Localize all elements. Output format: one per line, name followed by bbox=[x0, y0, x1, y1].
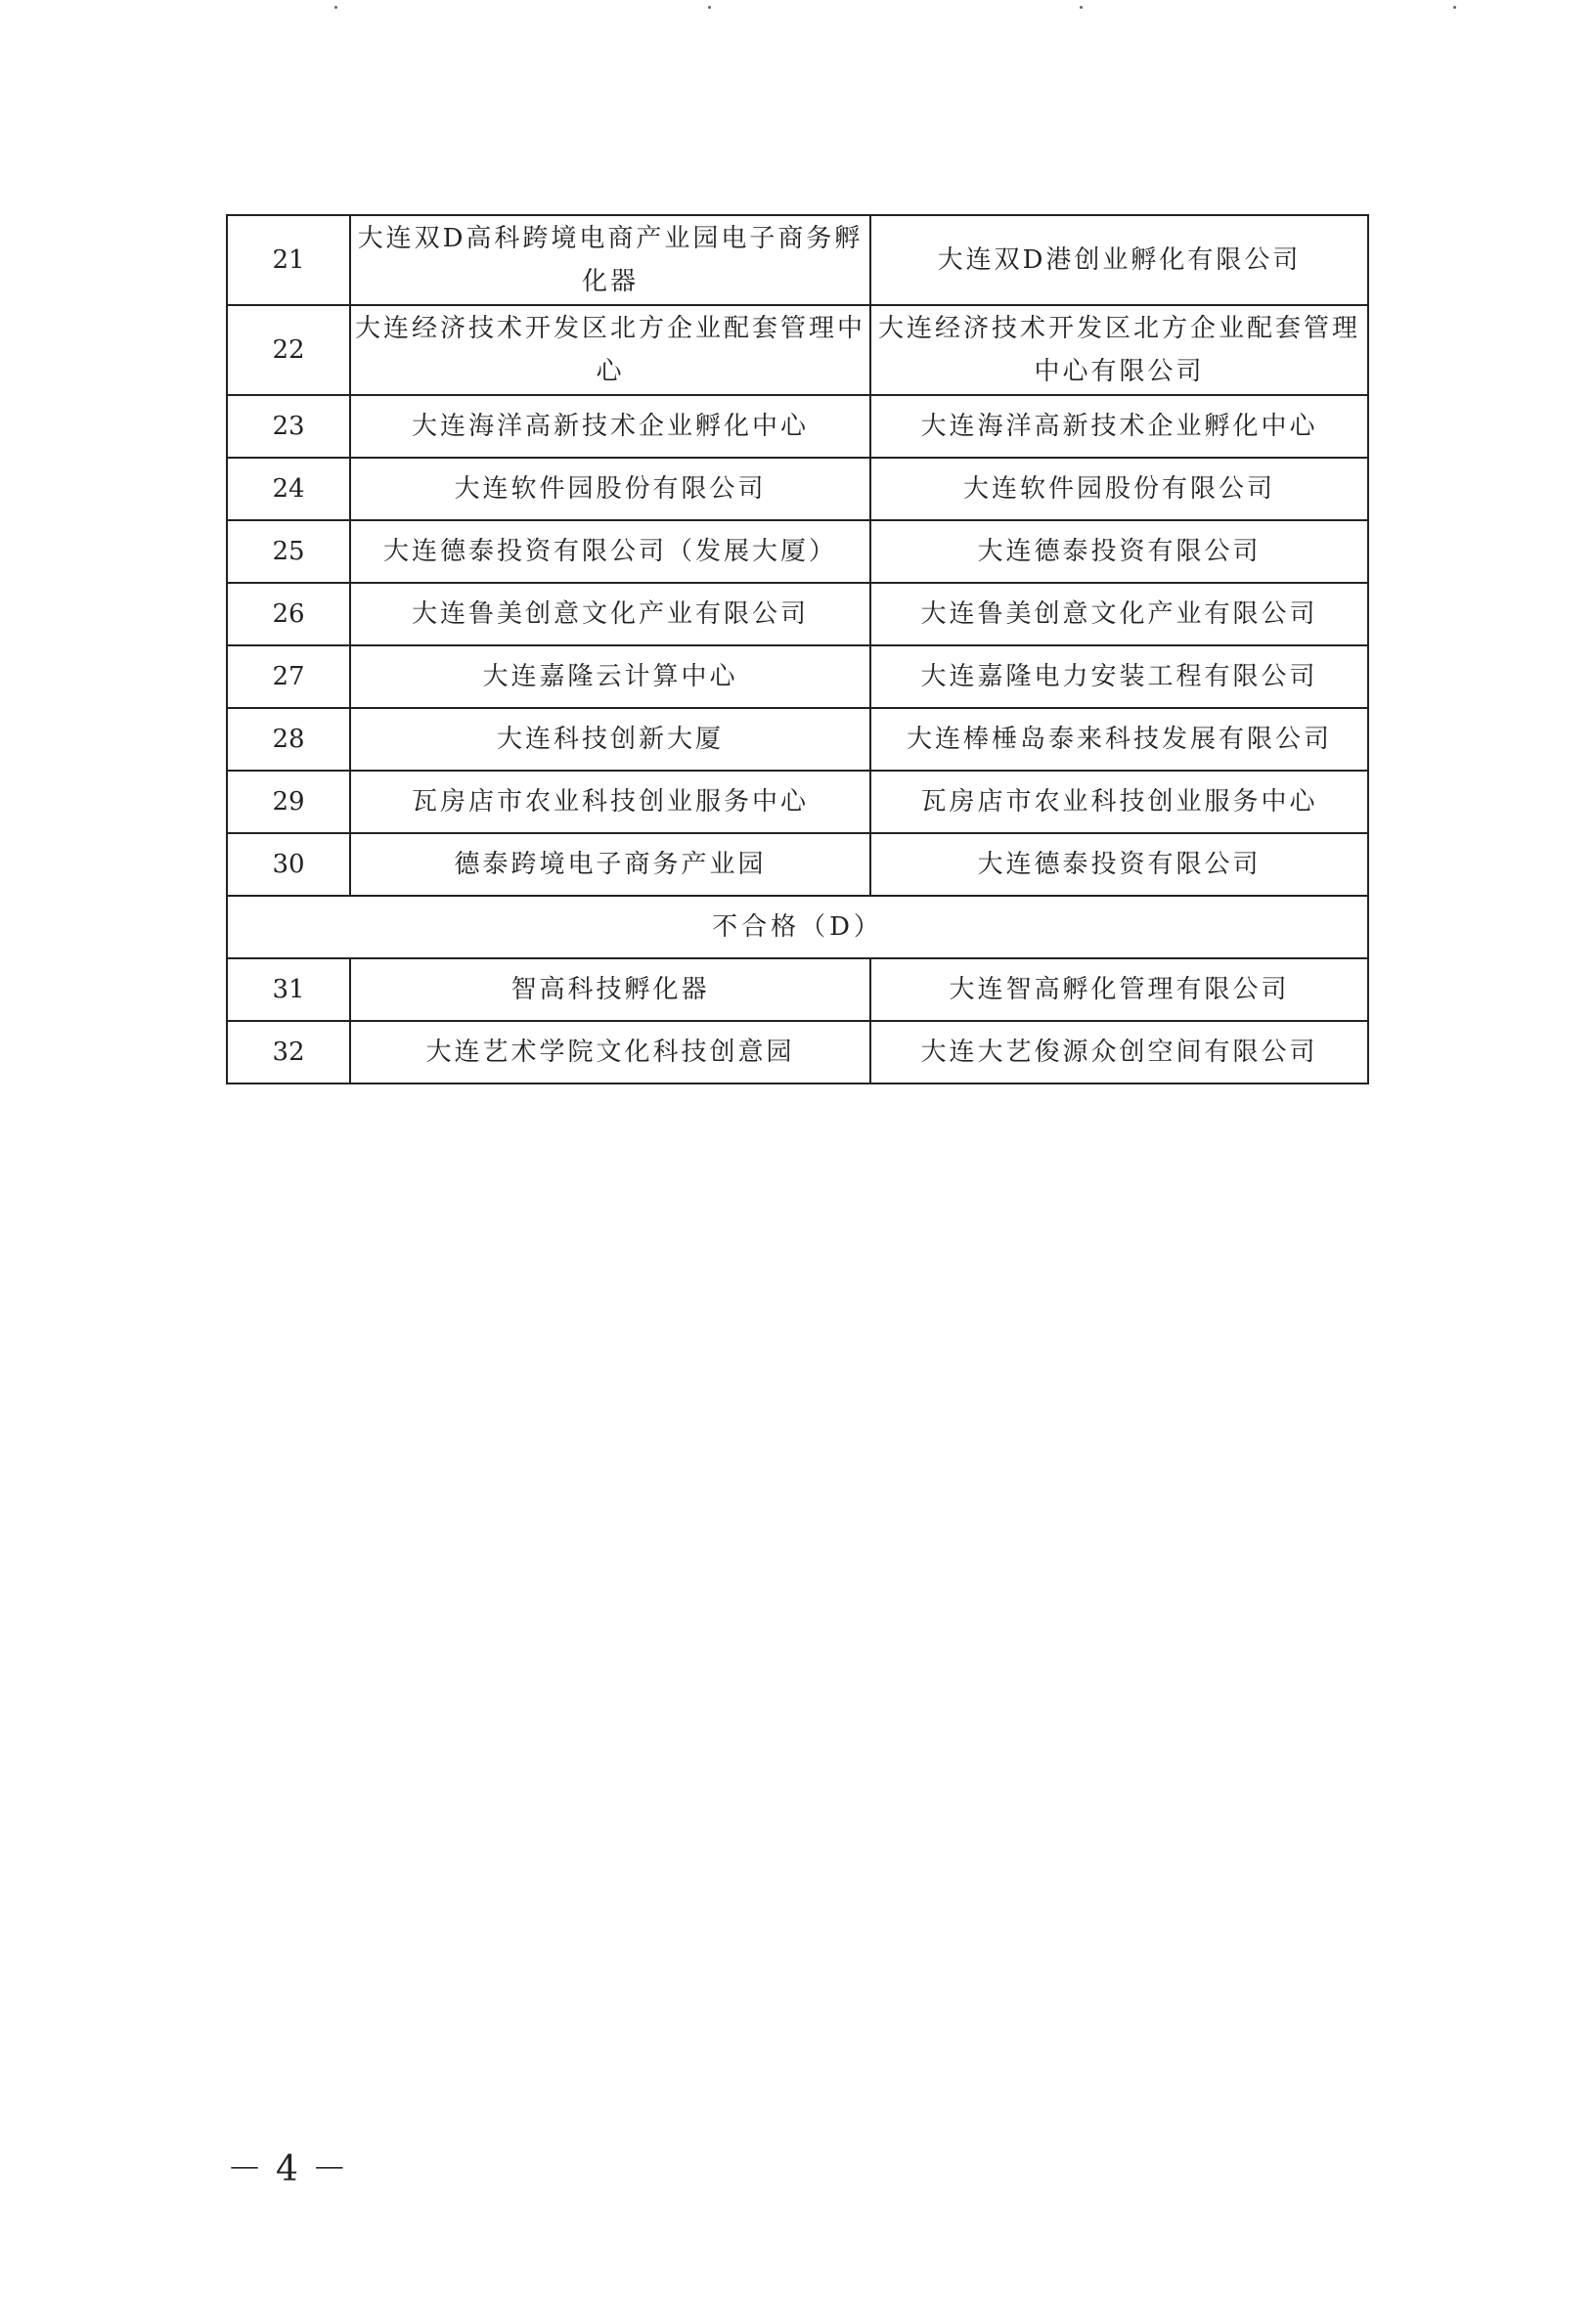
row-number: 31 bbox=[227, 958, 350, 1021]
row-number: 30 bbox=[227, 833, 350, 896]
table-row bbox=[227, 215, 1368, 305]
scan-mark bbox=[708, 6, 711, 9]
row-number: 22 bbox=[227, 305, 350, 395]
operator-name: 大连经济技术开发区北方企业配套管理中心有限公司 bbox=[870, 305, 1368, 395]
section-row bbox=[227, 896, 1368, 958]
section-label: 不合格（D） bbox=[227, 896, 1368, 958]
operator-name: 大连海洋高新技术企业孵化中心 bbox=[870, 395, 1368, 458]
row-number: 28 bbox=[227, 708, 350, 771]
operator-name: 大连嘉隆电力安装工程有限公司 bbox=[870, 645, 1368, 708]
table-row bbox=[227, 1021, 1368, 1084]
operator-name: 瓦房店市农业科技创业服务中心 bbox=[870, 771, 1368, 833]
incubator-name: 大连艺术学院文化科技创意园 bbox=[350, 1021, 870, 1084]
row-number: 25 bbox=[227, 520, 350, 583]
incubator-name: 大连德泰投资有限公司（发展大厦） bbox=[350, 520, 870, 583]
incubator-name: 大连嘉隆云计算中心 bbox=[350, 645, 870, 708]
row-number: 24 bbox=[227, 458, 350, 520]
table-row bbox=[227, 833, 1368, 896]
table-row bbox=[227, 520, 1368, 583]
incubator-name: 大连经济技术开发区北方企业配套管理中心 bbox=[350, 305, 870, 395]
scan-mark bbox=[1080, 6, 1083, 9]
table-row bbox=[227, 305, 1368, 395]
table-row bbox=[227, 458, 1368, 520]
operator-name: 大连大艺俊源众创空间有限公司 bbox=[870, 1021, 1368, 1084]
row-number: 29 bbox=[227, 771, 350, 833]
incubator-name: 智高科技孵化器 bbox=[350, 958, 870, 1021]
operator-name: 大连双D港创业孵化有限公司 bbox=[870, 215, 1368, 305]
incubator-name: 大连双D高科跨境电商产业园电子商务孵化器 bbox=[350, 215, 870, 305]
incubator-name: 大连软件园股份有限公司 bbox=[350, 458, 870, 520]
table-row bbox=[227, 583, 1368, 645]
operator-name: 大连软件园股份有限公司 bbox=[870, 458, 1368, 520]
operator-name: 大连棒棰岛泰来科技发展有限公司 bbox=[870, 708, 1368, 771]
operator-name: 大连鲁美创意文化产业有限公司 bbox=[870, 583, 1368, 645]
row-number: 26 bbox=[227, 583, 350, 645]
table-row bbox=[227, 771, 1368, 833]
incubator-name: 大连科技创新大厦 bbox=[350, 708, 870, 771]
operator-name: 大连德泰投资有限公司 bbox=[870, 520, 1368, 583]
operator-name: 大连智高孵化管理有限公司 bbox=[870, 958, 1368, 1021]
page-number: －4－ bbox=[227, 2149, 361, 2189]
row-number: 27 bbox=[227, 645, 350, 708]
table-row bbox=[227, 958, 1368, 1021]
results-table bbox=[226, 214, 1369, 1084]
row-number: 21 bbox=[227, 215, 350, 305]
row-number: 32 bbox=[227, 1021, 350, 1084]
scan-mark bbox=[1453, 6, 1456, 9]
incubator-name: 瓦房店市农业科技创业服务中心 bbox=[350, 771, 870, 833]
incubator-name: 德泰跨境电子商务产业园 bbox=[350, 833, 870, 896]
operator-name: 大连德泰投资有限公司 bbox=[870, 833, 1368, 896]
table-row bbox=[227, 708, 1368, 771]
row-number: 23 bbox=[227, 395, 350, 458]
table-row bbox=[227, 395, 1368, 458]
table-row bbox=[227, 645, 1368, 708]
incubator-name: 大连海洋高新技术企业孵化中心 bbox=[350, 395, 870, 458]
incubator-name: 大连鲁美创意文化产业有限公司 bbox=[350, 583, 870, 645]
scan-mark bbox=[334, 6, 337, 9]
